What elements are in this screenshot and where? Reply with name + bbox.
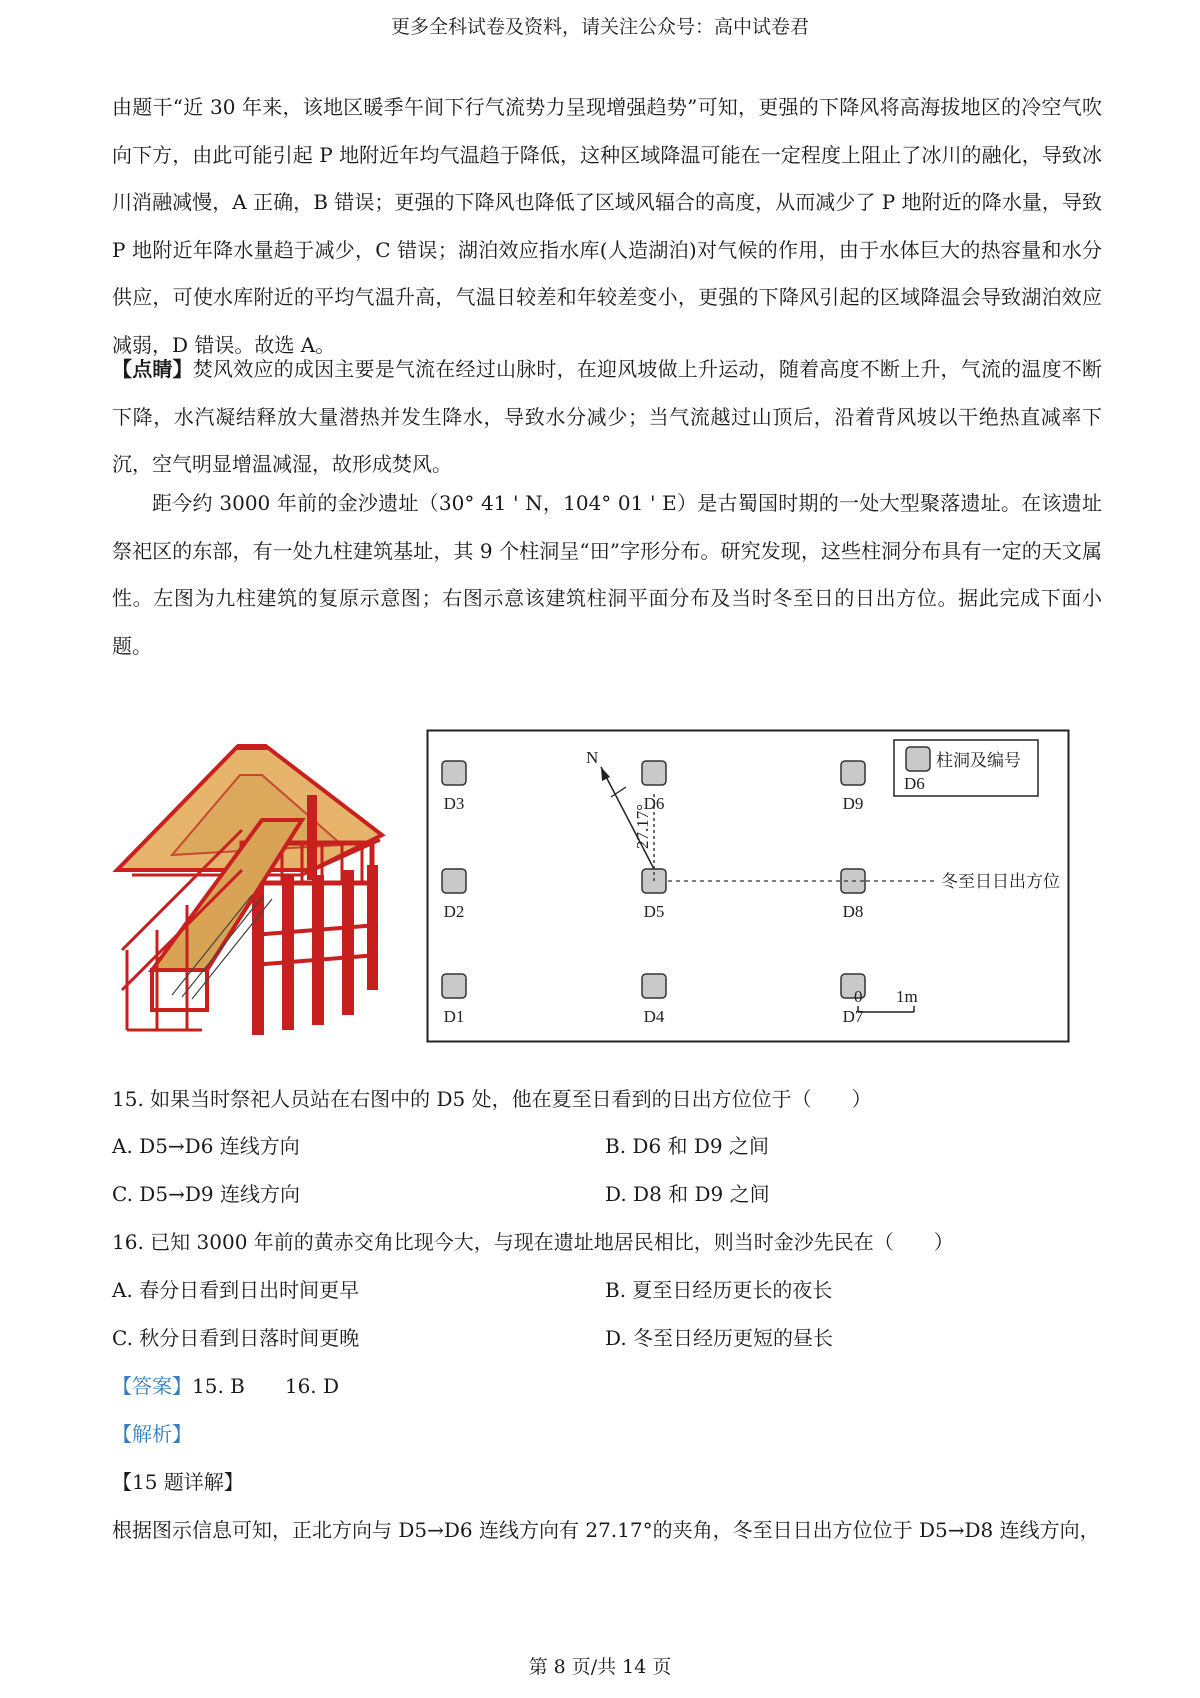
legend-label: 柱洞及编号 (936, 751, 1021, 770)
q15-option-a: A. D5→D6 连线方向 (112, 1134, 300, 1158)
q15-option-b: B. D6 和 D9 之间 (605, 1134, 770, 1158)
hole-marker-d3 (442, 761, 466, 785)
hole-label-d4: D4 (643, 1007, 665, 1026)
previous-explanation: 由题干“近 30 年来，该地区暖季午间下行气流势力呈现增强趋势”可知，更强的下降风将高海拔地区的冷空气吹向下方，由此可能引起 P 地附近年均气温趋于降低，这种区域降温可能在一定程度上阻止了冰川的融化，导致冰川消融减慢，A 正确，B 错误；更强的下降风也降低了区域风辐合的高度，从而减少了 P 地附近的降水量，导致 P 地附近年降水量趋于减少，C 错误；湖泊效应指水库(人造湖泊)对气候的作用，由于水体巨大的热容量和水分供应，可使水库附近的平均气温升高，气温日较差和年较差变小，更强的下降风引起的区域降温会导致湖泊效应减弱，D 错误。故选 A。 (112, 95, 1102, 357)
answer-line (112, 1370, 339, 1399)
material-paragraph: 距今约 3000 年前的金沙遗址（30° 41 ' N，104° 01 ' E）是古蜀国时期的一处大型聚落遗址。在该遗址祭祀区的东部，有一处九柱建筑基址，其 9 个柱洞呈“田”字形分布。研究发现，这些柱洞分布具有一定的天文属性。左图为九柱建筑的复原示意图；右图示意该建筑柱洞平面分布及当时冬至日的日出方位。据此完成下面小题。 (112, 491, 1102, 658)
legend-sample: D6 (904, 774, 925, 793)
hole-label-d1: D1 (443, 1007, 465, 1026)
scale-zero: 0 (854, 987, 863, 1006)
detail-text: 根据图示信息可知，正北方向与 D5→D6 连线方向有 27.17°的夹角，冬至日日出方位位于 D5→D8 连线方向， (112, 1518, 1100, 1542)
q16-option-a: A. 春分日看到日出时间更早 (112, 1278, 360, 1302)
analysis-label: 【解析】 (112, 1422, 192, 1446)
hole-marker-d9 (841, 761, 865, 785)
angle-label: 27.17° (633, 803, 652, 849)
hole-label-d7: D7 (842, 1007, 864, 1026)
detail-label: 【15 题详解】 (112, 1470, 244, 1494)
q15-option-c: C. D5→D9 连线方向 (112, 1182, 300, 1206)
hole-label-d2: D2 (443, 902, 465, 921)
q16-option-b: B. 夏至日经历更长的夜长 (605, 1278, 833, 1302)
q16-stem: 16. 已知 3000 年前的黄赤交角比现今大，与现在遗址地居民相比，则当时金沙先民在（ ） (112, 1230, 954, 1254)
hole-label-d6: D6 (643, 794, 665, 813)
north-label: N (586, 748, 599, 767)
hole-label-d9: D9 (842, 794, 864, 813)
page-header: 更多全科试卷及资料，请关注公众号：高中试卷君 (390, 16, 809, 38)
legend-swatch (906, 747, 930, 771)
hole-label-d3: D3 (443, 794, 465, 813)
answer-text: 15. B 16. D (192, 1374, 340, 1398)
building-illustration (117, 747, 382, 1035)
q16-option-d: D. 冬至日经历更短的昼长 (605, 1326, 834, 1350)
hole-marker-d4 (642, 974, 666, 998)
hole-marker-d1 (442, 974, 466, 998)
tip-label: 【点睛】 (112, 357, 193, 381)
tip-paragraph (112, 346, 1102, 489)
scale-end: 1m (896, 987, 918, 1006)
hole-marker-d2 (442, 869, 466, 893)
building-reconstruction-figure (112, 735, 422, 1035)
pillar-hole-plan-figure (426, 729, 1070, 1043)
tip-text: 焚风效应的成因主要是气流在经过山脉时，在迎风坡做上升运动，随着高度不断上升，气流的温度不断下降，水汽凝结释放大量潜热并发生降水，导致水分减少；当气流越过山顶后，沿着背风坡以干绝热直减率下沉，空气明显增温减湿，故形成焚风。 (112, 357, 1103, 476)
hole-label-d8: D8 (842, 902, 864, 921)
q15-option-d: D. D8 和 D9 之间 (605, 1182, 770, 1206)
hole-label-d5: D5 (643, 902, 665, 921)
q15-stem: 15. 如果当时祭祀人员站在右图中的 D5 处，他在夏至日看到的日出方位位于（ ） (112, 1087, 872, 1111)
answer-label: 【答案】 (112, 1374, 192, 1398)
sunrise-label: 冬至日日出方位 (941, 872, 1060, 891)
q16-option-c: C. 秋分日看到日落时间更晚 (112, 1326, 360, 1350)
hole-marker-d6 (642, 761, 666, 785)
legend (894, 740, 1038, 796)
page-footer: 第 8 页/共 14 页 (528, 1656, 672, 1678)
